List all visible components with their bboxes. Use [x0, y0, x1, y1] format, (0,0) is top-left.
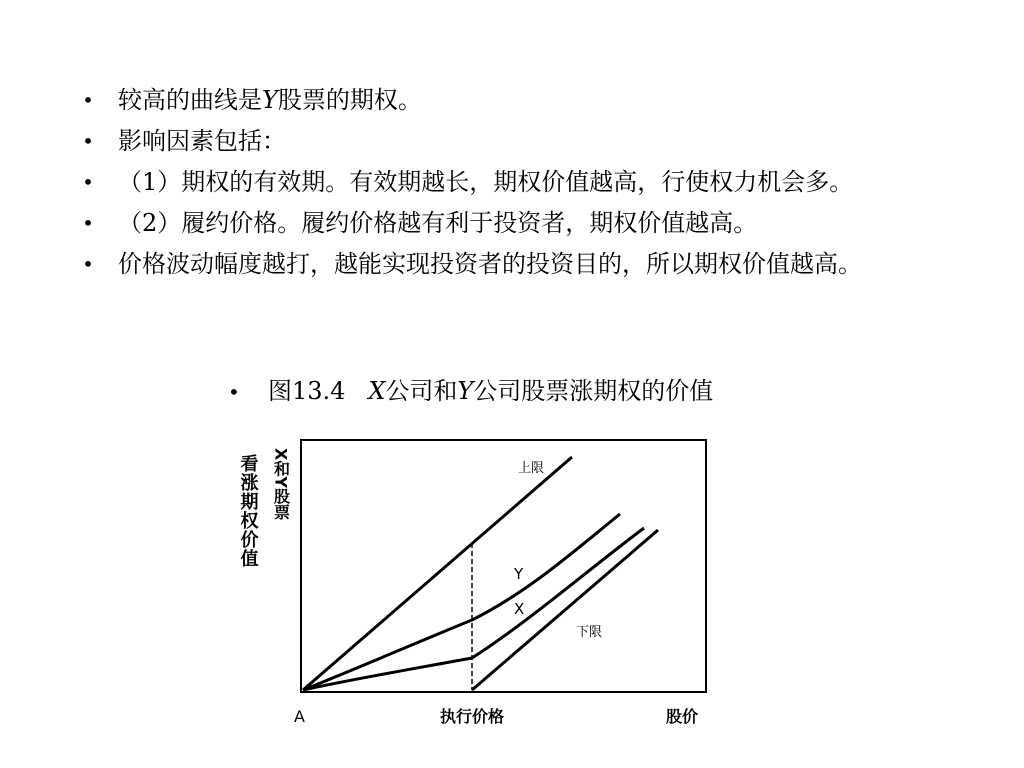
bullet-dot: • — [82, 211, 94, 235]
x-curve-label: X — [514, 600, 525, 618]
bullet-dot: • — [82, 88, 94, 112]
lower-bound-label: 下限 — [576, 625, 603, 640]
x-option-curve — [303, 528, 644, 690]
bullet-text: 影响因素包括： — [118, 127, 286, 155]
bullet-text: （1）期权的有效期。有效期越长，期权价值越高，行使权力机会多。 — [118, 168, 854, 196]
plot-frame — [301, 440, 706, 692]
upper-bound-line — [303, 457, 572, 690]
bullet-text: （2）履约价格。履约价格越有利于投资者，期权价值越高。 — [118, 209, 758, 237]
bullet-list — [78, 84, 938, 289]
bullet-dot: • — [82, 129, 94, 153]
bullet-item — [78, 166, 938, 199]
upper-bound-label: 上限 — [518, 461, 545, 476]
y-axis-label-secondary: X和Y股票 — [271, 448, 291, 520]
bullet-item — [78, 84, 938, 117]
figure-caption: • 图13.4 X公司和Y公司股票涨期权的价值 — [228, 375, 713, 409]
strike-price-label: 执行价格 — [439, 707, 505, 726]
bullet-dot: • — [82, 170, 94, 194]
diagram-svg — [228, 432, 748, 732]
bullet-item — [78, 125, 938, 158]
y-curve-label: Y — [514, 565, 524, 583]
bullet-dot: • — [82, 252, 94, 276]
y-axis-label: 看涨期权价值 — [237, 454, 259, 568]
lower-bound-line — [472, 530, 658, 690]
bullet-text: 价格波动幅度越打，越能实现投资者的投资目的，所以期权价值越高。 — [118, 250, 862, 278]
bullet-item — [78, 248, 938, 281]
bullet-dot: • — [228, 380, 240, 404]
stock-price-label: 股价 — [665, 707, 699, 726]
bullet-item — [78, 207, 938, 240]
option-value-diagram — [228, 432, 748, 732]
x-origin-label: A — [294, 707, 305, 726]
bullet-text: 较高的曲线是Y股票的期权。 — [118, 86, 422, 114]
